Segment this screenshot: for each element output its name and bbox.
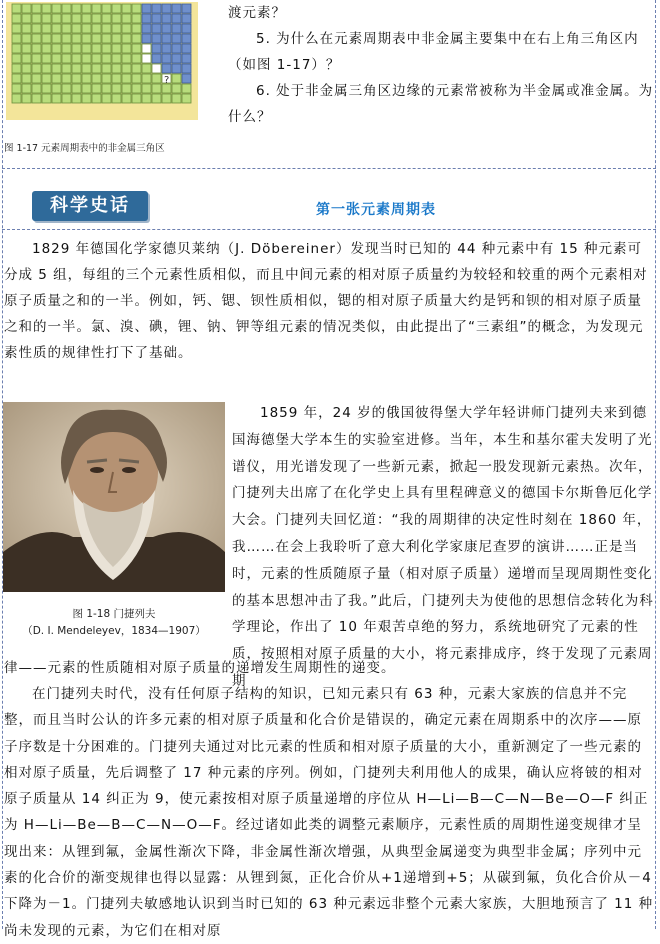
portrait-caption	[0, 606, 228, 640]
nonmetal-cell	[172, 54, 181, 63]
metal-cell	[62, 34, 71, 43]
metal-cell	[132, 84, 141, 93]
metal-cell	[112, 44, 121, 53]
metal-cell	[92, 64, 101, 73]
metal-cell	[52, 74, 61, 83]
metal-cell	[102, 94, 111, 103]
nonmetal-cell	[162, 14, 171, 23]
metal-cell	[12, 4, 21, 13]
metal-cell	[22, 24, 31, 33]
metal-cell	[102, 44, 111, 53]
metal-cell	[72, 74, 81, 83]
nonmetal-cell	[162, 4, 171, 13]
metalloid-cell	[142, 54, 151, 63]
metal-cell	[62, 54, 71, 63]
metal-cell	[52, 44, 61, 53]
metal-cell	[112, 4, 121, 13]
metal-cell	[52, 54, 61, 63]
metal-cell	[132, 14, 141, 23]
question-5: 5. 为什么在元素周期表中非金属主要集中在右上角三角区内（如图 1-17）？	[228, 31, 639, 73]
metal-cell	[122, 34, 131, 43]
metal-cell	[122, 24, 131, 33]
metal-cell	[82, 64, 91, 73]
metal-cell	[22, 4, 31, 13]
metal-cell	[42, 54, 51, 63]
metal-cell	[92, 84, 101, 93]
nonmetal-cell	[162, 44, 171, 53]
metal-cell	[62, 74, 71, 83]
periodic-table-grid	[6, 2, 198, 120]
metal-cell	[32, 74, 41, 83]
paragraph-2-text: 1859 年，24 岁的俄国彼得堡大学年轻讲师门捷列夫来到德国海德堡大学本生的实验室进修。当年，本生和基尔霍夫发明了光谱仪，用光谱发现了一些新元素，掀起一股发现新元素热。次年，门捷列夫出席了在化学史上具有里程碑意义的德国卡尔斯鲁厄化学大会。门捷列夫回忆道：“我的周期律的决定性时刻在 1860 年，我……在会上我聆听了意大利化学家康尼查罗的演讲……正是当时，元素的性质随原子量（相对原子质量）递增而呈现周期性变化的基本思想冲击了我。”此后，门捷列夫为使他的思想信念转化为科学理论，作出了 10 年艰苦卓绝的努力，系统地研究了元素的性质，按照相对原子质量的大小，将元素排成序，终于发现了元素周期	[232, 405, 654, 689]
metal-cell	[62, 14, 71, 23]
nonmetal-cell	[182, 24, 191, 33]
metalloid-cell	[152, 64, 161, 73]
section-banner	[32, 191, 148, 221]
question-line: 渡元素？	[228, 5, 286, 21]
question-text	[228, 0, 654, 130]
metal-cell	[92, 34, 101, 43]
metal-cell	[52, 64, 61, 73]
portrait-image	[3, 402, 225, 592]
figure-caption-1-17: 图 1-17 元素周期表中的非金属三角区	[4, 143, 165, 154]
metal-cell	[32, 64, 41, 73]
metal-cell	[42, 24, 51, 33]
metal-cell	[42, 44, 51, 53]
metal-cell	[102, 54, 111, 63]
metal-cell	[162, 94, 171, 103]
metal-cell	[12, 64, 21, 73]
portrait-caption-dates: （D. I. Mendeleyev，1834—1907）	[22, 625, 206, 637]
question-mark: ?	[164, 75, 170, 86]
metal-cell	[82, 44, 91, 53]
metal-cell	[22, 14, 31, 23]
metal-cell	[42, 14, 51, 23]
paragraph-1	[4, 236, 656, 366]
metal-cell	[32, 44, 41, 53]
metal-cell	[182, 94, 191, 103]
metal-cell	[62, 84, 71, 93]
nonmetal-cell	[182, 34, 191, 43]
metal-cell	[132, 34, 141, 43]
metalloid-cell	[142, 44, 151, 53]
metal-cell	[92, 44, 101, 53]
metal-cell	[142, 64, 151, 73]
metal-cell	[72, 4, 81, 13]
metal-cell	[112, 14, 121, 23]
metal-cell	[22, 84, 31, 93]
metal-cell	[112, 24, 121, 33]
metal-cell	[42, 4, 51, 13]
nonmetal-cell	[152, 44, 161, 53]
metal-cell	[152, 74, 161, 83]
question-6: 6. 处于非金属三角区边缘的元素常被称为半金属或准金属。为什么？	[228, 83, 654, 125]
metal-cell	[82, 94, 91, 103]
metal-cell	[62, 24, 71, 33]
metal-cell	[142, 94, 151, 103]
metal-cell	[92, 24, 101, 33]
metal-cell	[12, 24, 21, 33]
periodic-table-figure	[6, 2, 198, 120]
metal-cell	[102, 34, 111, 43]
metal-cell	[112, 94, 121, 103]
metal-cell	[12, 34, 21, 43]
metal-cell	[72, 94, 81, 103]
nonmetal-cell	[182, 54, 191, 63]
metal-cell	[102, 64, 111, 73]
metal-cell	[12, 94, 21, 103]
metal-cell	[52, 24, 61, 33]
metal-cell	[92, 4, 101, 13]
metal-cell	[122, 14, 131, 23]
metal-cell	[32, 54, 41, 63]
metal-cell	[122, 54, 131, 63]
metal-cell	[102, 4, 111, 13]
metal-cell	[42, 64, 51, 73]
metal-cell	[112, 64, 121, 73]
mendeleev-portrait	[3, 402, 225, 592]
metal-cell	[52, 14, 61, 23]
metal-cell	[22, 54, 31, 63]
metal-cell	[132, 74, 141, 83]
nonmetal-cell	[182, 74, 191, 83]
nonmetal-cell	[152, 24, 161, 33]
metal-cell	[92, 14, 101, 23]
nonmetal-cell	[142, 4, 151, 13]
metal-cell	[62, 4, 71, 13]
nonmetal-cell	[162, 54, 171, 63]
metal-cell	[152, 94, 161, 103]
metal-cell	[82, 14, 91, 23]
metal-cell	[52, 34, 61, 43]
nonmetal-cell	[172, 44, 181, 53]
metal-cell	[102, 74, 111, 83]
nonmetal-cell	[152, 54, 161, 63]
metal-cell	[122, 44, 131, 53]
metal-cell	[32, 14, 41, 23]
metal-cell	[122, 84, 131, 93]
metal-cell	[92, 54, 101, 63]
nonmetal-cell	[172, 64, 181, 73]
metal-cell	[82, 34, 91, 43]
metal-cell	[132, 94, 141, 103]
nonmetal-cell	[182, 14, 191, 23]
metal-cell	[172, 74, 181, 83]
metal-cell	[22, 64, 31, 73]
nonmetal-cell	[152, 4, 161, 13]
metal-cell	[112, 84, 121, 93]
metal-cell	[22, 34, 31, 43]
metal-cell	[32, 34, 41, 43]
metal-cell	[22, 94, 31, 103]
metal-cell	[82, 74, 91, 83]
metal-cell	[142, 74, 151, 83]
metal-cell	[132, 54, 141, 63]
nonmetal-cell	[172, 34, 181, 43]
nonmetal-cell	[172, 14, 181, 23]
metal-cell	[62, 64, 71, 73]
metal-cell	[82, 4, 91, 13]
metal-cell	[32, 4, 41, 13]
metal-cell	[52, 4, 61, 13]
metal-cell	[152, 84, 161, 93]
divider	[2, 229, 656, 230]
metal-cell	[12, 74, 21, 83]
nonmetal-cell	[182, 4, 191, 13]
metal-cell	[122, 94, 131, 103]
paragraph-2	[232, 400, 656, 695]
metal-cell	[12, 84, 21, 93]
metal-cell	[142, 84, 151, 93]
nonmetal-cell	[162, 64, 171, 73]
metal-cell	[82, 84, 91, 93]
nonmetal-cell	[162, 24, 171, 33]
metal-cell	[72, 34, 81, 43]
metal-cell	[122, 64, 131, 73]
paragraph-2-tail	[4, 655, 656, 681]
paragraph-1-text: 1829 年德国化学家德贝莱纳（J. Döbereiner）发现当时已知的 44 种元素中有 15 种元素可分成 5 组，每组的三个元素性质相似，而且中间元素的相对原子质量约为较轻和较重的两个元素相对原子质量之和的一半。例如，钙、锶、钡性质相似，锶的相对原子质量大约是钙和钡的相对原子质量之和的一半。氯、溴、碘，锂、钠、钾等组元素的情况类似，由此提出了“三素组”的概念，为发现元素性质的规律性打下了基础。	[4, 241, 648, 361]
metal-cell	[132, 44, 141, 53]
nonmetal-cell	[172, 4, 181, 13]
metal-cell	[12, 44, 21, 53]
nonmetal-cell	[142, 34, 151, 43]
metal-cell	[122, 74, 131, 83]
divider	[2, 168, 656, 169]
metal-cell	[112, 34, 121, 43]
metal-cell	[72, 54, 81, 63]
metal-cell	[72, 44, 81, 53]
nonmetal-cell	[152, 14, 161, 23]
metal-cell	[102, 24, 111, 33]
paragraph-2-tail-text: 律——元素的性质随相对原子质量的递增发生周期性的递变。	[4, 660, 396, 676]
metal-cell	[12, 14, 21, 23]
metal-cell	[52, 84, 61, 93]
metal-cell	[72, 64, 81, 73]
nonmetal-cell	[182, 44, 191, 53]
metal-cell	[172, 84, 181, 93]
metal-cell	[102, 14, 111, 23]
metal-cell	[172, 94, 181, 103]
metal-cell	[122, 4, 131, 13]
metal-cell	[132, 4, 141, 13]
metal-cell	[72, 84, 81, 93]
metal-cell	[132, 64, 141, 73]
nonmetal-cell	[162, 34, 171, 43]
metal-cell	[112, 54, 121, 63]
metal-cell	[12, 54, 21, 63]
metal-cell	[182, 84, 191, 93]
metal-cell	[92, 74, 101, 83]
metal-cell	[32, 24, 41, 33]
metal-cell	[82, 24, 91, 33]
section-title: 第一张元素周期表	[316, 202, 436, 218]
metal-cell	[132, 24, 141, 33]
metal-cell	[22, 74, 31, 83]
section-banner-label: 科学史话	[50, 195, 130, 216]
nonmetal-cell	[182, 64, 191, 73]
metal-cell	[42, 94, 51, 103]
nonmetal-cell	[172, 24, 181, 33]
nonmetal-cell	[152, 34, 161, 43]
metal-cell	[42, 34, 51, 43]
metal-cell	[42, 74, 51, 83]
portrait-caption-title: 图 1-18 门捷列夫	[72, 608, 156, 620]
metal-cell	[32, 84, 41, 93]
metal-cell	[112, 74, 121, 83]
metal-cell	[72, 24, 81, 33]
metal-cell	[102, 84, 111, 93]
metal-cell	[22, 44, 31, 53]
metal-cell	[62, 94, 71, 103]
metal-cell	[72, 14, 81, 23]
metal-cell	[62, 44, 71, 53]
paragraph-3-text: 在门捷列夫时代，没有任何原子结构的知识，已知元素只有 63 种，元素大家族的信息并不完整，而且当时公认的许多元素的相对原子质量和化合价是错误的，确定元素在周期系中的次序——原子序数是十分困难的。门捷列夫通过对比元素的性质和相对原子质量的大小，重新测定了一些元素的相对原子质量，先后调整了 17 种元素的序列。例如，门捷列夫利用他人的成果，确认应将铍的相对原子质量从 14 纠正为 9，使元素按相对原子质量递增的序位从 H—Li—B—C—N—Be—O—F 纠正为 H—Li—Be—B—C—N—O—F。经过诸如此类的调整元素顺序，元素性质的周期性递变规律才呈现出来：从锂到氟，金属性渐次下降，非金属性渐次增强，从典型金属递变为典型非金属；序列中元素的化合价的渐变规律也得以显露：从锂到氮，正化合价从+1递增到+5；从碳到氟，负化合价从－4下降为－1。门捷列夫敏感地认识到当时已知的 63 种元素远非整个元素大家族，大胆地预言了 11 种尚未发现的元素，为它们在相对原	[4, 686, 654, 939]
nonmetal-cell	[142, 24, 151, 33]
metal-cell	[82, 54, 91, 63]
metal-cell	[92, 94, 101, 103]
paragraph-3	[4, 681, 656, 944]
metal-cell	[32, 94, 41, 103]
nonmetal-cell	[142, 14, 151, 23]
metal-cell	[52, 94, 61, 103]
metal-cell	[42, 84, 51, 93]
